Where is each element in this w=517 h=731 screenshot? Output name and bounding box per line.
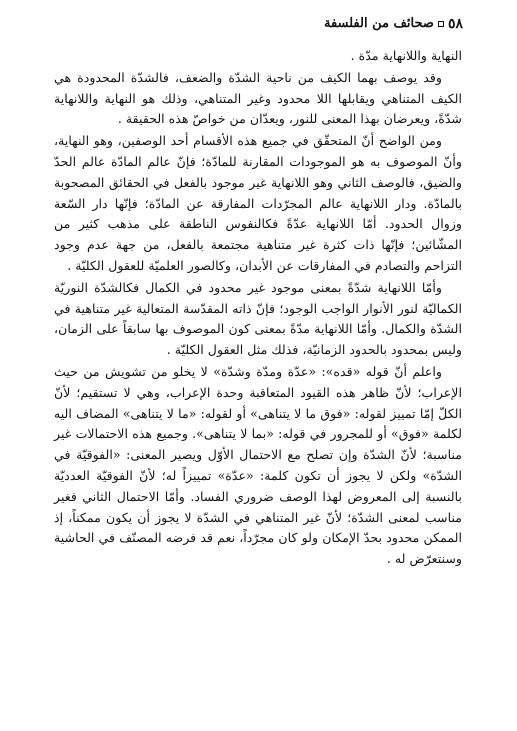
square-separator-icon (438, 21, 444, 27)
book-title: صحائف من الفلسفة (323, 16, 434, 31)
paragraph: واعلم أنّ قوله «قده»: «عدّة ومدّة وشدّة» لا يخلو من تشويش من حيث الإعراب؛ لأنّ ظاهر هذه القيود المتعاقبة وحدة الإعراب، وهي لا تستقيم؛ لأنّ الكلّ إمّا تمييز لقوله: «فوق ما لا يتناهى» أو لقوله: «ما لا يتناهى» المضاف اليه لكلمة «فوق» أو للمجرور في قوله: «بما لا يتناهى». وجميع هذه الاحتمالات غير مناسبة؛ لأنّ الشدّة وإن تصلح مع الاحتمال الأوّل ويصير المعنى: «الفوقيّة في الشدّة» ولكن لا يجوز أن تكون كلمة: «عدّة» تمييزاً له؛ لأنّ الفوقيّة العدديّة بالنسبة إلى المعروض لهذا الوصف ضروري الفساد. وأمّا الاحتمال الثاني فغير مناسب لمعنى الشدّة؛ لأنّ غير المتناهي في الشدّة لا يجوز أن يكون ممكناً، إذ الممكن محدود بحدّ الإمكان ولو كان مجرّداً، نعم قد فرضه المصنّف في الحاشية وسنتعرّض له . (54, 363, 462, 567)
paragraph: وأمّا اللانهاية شدّةً بمعنى موجود غير محدود في الكمال فكالشدّة النوريّة الكماليّة لنور الأنوار الواجب الوجود؛ فإنّ ذاته المقدّسة المتعالية غير متناهية في الشدّة والكمال. وأمّا اللانهاية مدّةً بمعنى كون الموصوف بها سابقاً على الزمان، وليس بمحدود بالحدود الزمانيّة، فذلك مثل العقول الكليّة . (54, 279, 462, 358)
page-number: ٥٨ (447, 16, 463, 32)
paragraph: ومن الواضح أنّ المتحقّق في جميع هذه الأقسام أحد الوصفين، وهو النهاية، وأنّ الموصوف به هو الموجودات المقارنة للمادّة؛ فإنّ عالم المادّة عالم الحدّ والضيق، فالوصف الثاني وهو اللانهاية غير موجود بالفعل في الحقائق المصحوبة بالمادّة. ودار اللانهاية عالم المجرّدات المفارقة عن المادّة؛ فإنّها دار السّعة وزوال الحدود. أمّا اللانهاية عدّةً فكالنفوس الناطقة على مذهب كثير من المشّائين؛ فإنّها ذات كثرة غير متناهية مجتمعة بالفعل، من جهة عدم وجود التزاحم والتصادم في المفارقات عن الأبدان، وكالصور العلميّة للعقول الكليّة . (54, 133, 462, 273)
paragraph: النهاية واللانهاية مدّة . (350, 48, 462, 63)
running-header (324, 14, 463, 34)
body-text (54, 46, 462, 570)
paragraph: وقد يوصف بهما الكيف من ناحية الشدّة والضعف، فالشدّة المحدودة هي الكيف المتناهي ويقابلها اللا محدود وغير المتناهي، وذلك هو النهاية واللانهاية شدّةً، ويعرضان بهذا المعنى للنور، ويعدّان من خواصّ هذه الحقيقة . (54, 69, 462, 127)
